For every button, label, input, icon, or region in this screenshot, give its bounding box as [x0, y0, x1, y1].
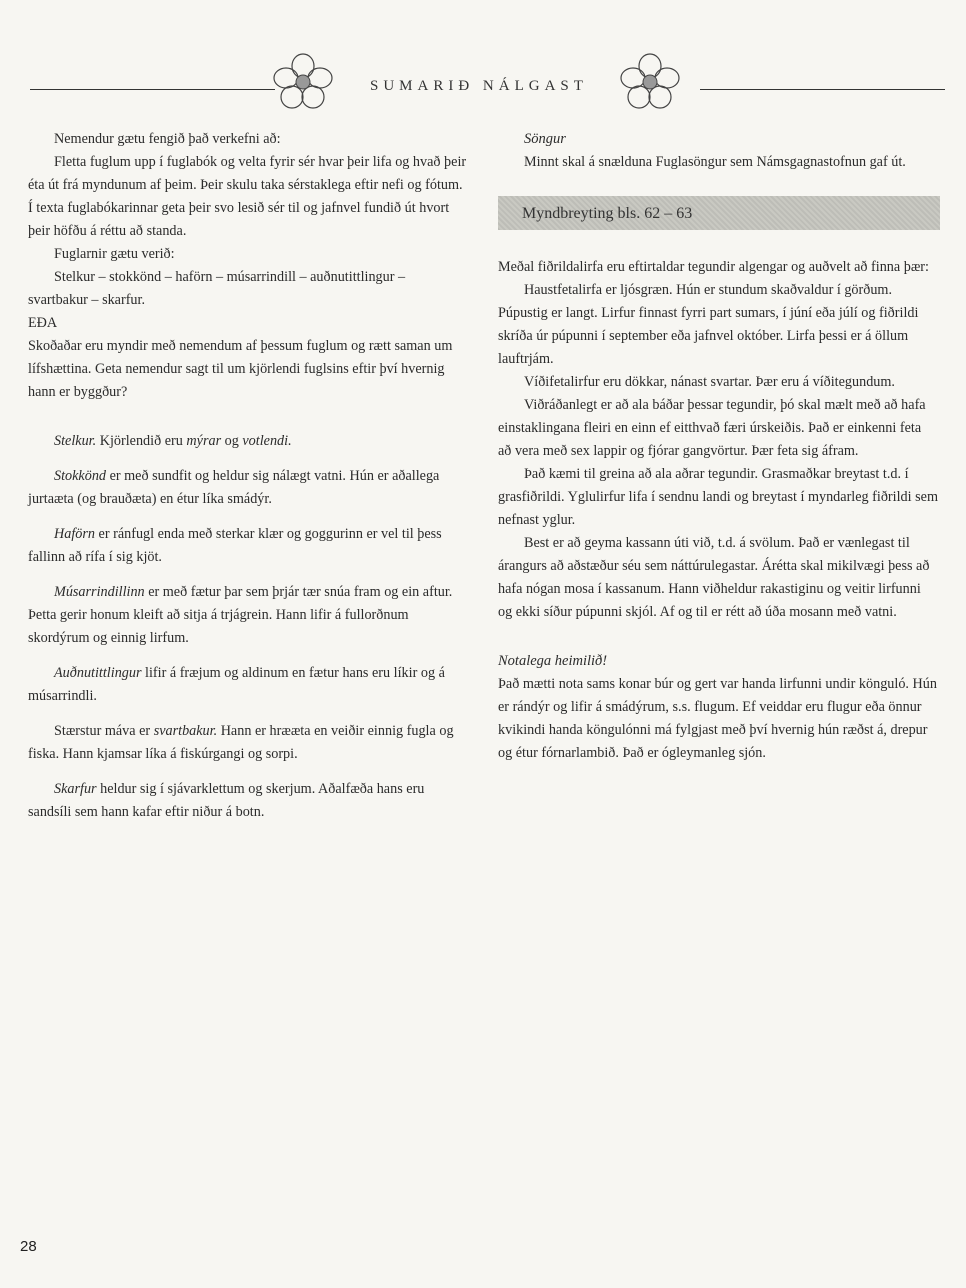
- birds-intro: Fuglarnir gætu verið:: [54, 246, 175, 262]
- bird-paragraph: Auðnutittlingur lifir á fræjum og aldinum en fætur hans eru líkir og á músarrindli.: [28, 665, 445, 704]
- bird-name: Auðnutittlingur: [54, 665, 142, 681]
- home-text: Það mætti nota sams konar búr og gert var handa lirfunni undir könguló. Hún er rándýr og lifir á smádýrum, s.s. flugum. Ef veiddar eru flugur eða önnur kvikindi handa köngulónni má fylgjast með því hvernig hún ræðst á, drepur og étur fórnarlambið. Það er ógleymanleg sjón.: [498, 676, 937, 761]
- home-heading: Notalega heimilið!: [498, 653, 608, 669]
- bird-name: Músarrindillinn: [54, 584, 145, 600]
- bird-paragraph: Músarrindillinn er með fætur þar sem þrjár tær snúa fram og ein aftur. Þetta gerir honum kleift að sitja á trjágrein. Hann lifir á fullorðnum skordýrum og einnig lirfum.: [28, 584, 453, 646]
- flower-icon: [268, 52, 338, 112]
- alt-task-text: Skoðaðar eru myndir með nemendum af þessum fuglum og rætt saman um lífshættina. Geta nemendur sagt til um kjörlendi fuglsins eftir því hvernig hann er byggður?: [28, 338, 453, 400]
- flower-icon: [615, 52, 685, 112]
- bird-name: Skarfur: [54, 781, 97, 797]
- body-paragraph: Haustfetalirfa er ljósgræn. Hún er stundum skaðvaldur í görðum. Púpustig er langt. Lirfur finnast fyrri part sumars, í júní eða júlí og fiðrildi skríða úr púpunni í september eða jafnvel október. Lirfa þessi er á öllum lauftrjám.: [498, 282, 919, 367]
- body-paragraph: Viðráðanlegt er að ala báðar þessar tegundir, þó skal mælt með að hafa einstaklingana fleiri en einn ef eitthvað færi úrskeiðis. Það er einkenni feta að vera með sex lappir og fjórar gangvörtur. Þær feta sig áfram.: [498, 397, 926, 459]
- bird-paragraph: Haförn er ránfugl enda með sterkar klær og goggurinn er vel til þess fallinn að rífa í sig kjöt.: [28, 526, 442, 565]
- header-rule-right: [700, 89, 945, 90]
- bird-name: Stokkönd: [54, 468, 107, 484]
- left-column: [28, 128, 468, 824]
- header-title: SUMARIÐ NÁLGAST: [370, 78, 588, 94]
- banner-title: Myndbreyting bls. 62 – 63: [522, 205, 693, 222]
- right-column: [498, 128, 938, 765]
- header-rule-left: [30, 89, 275, 90]
- bird-name: Haförn: [54, 526, 95, 542]
- page-header: [0, 52, 966, 112]
- task-text: Fletta fuglum upp í fuglabók og velta fyrir sér hvar þeir lifa og hvað þeir éta út frá myndunum af þeim. Þeir skulu taka sérstaklega eftir nefi og fótum. Í texta fuglabókarinnar geta þeir svo lesið sér til og jafnvel fundið út hvort þeir höfðu á réttu að standa.: [28, 154, 467, 239]
- song-heading: Söngur: [524, 131, 566, 147]
- bird-name: svartbakur.: [153, 723, 218, 739]
- body-paragraph: Víðifetalirfur eru dökkar, nánast svartar. Þær eru á víðitegundum.: [524, 374, 895, 390]
- bird-name: Stelkur.: [54, 433, 97, 449]
- page-number: 28: [20, 1238, 37, 1255]
- bird-paragraph: Stokkönd er með sundfit og heldur sig nálægt vatni. Hún er aðallega jurtaæta (og brauðæta) en étur líka smádýr.: [28, 468, 440, 507]
- body-paragraph: Best er að geyma kassann úti við, t.d. á svölum. Það er vænlegast til árangurs að aðstæður séu sem náttúrulegastar. Árétta skal mikilvægi þess að hafa nógan mosa í kassanum. Hann viðheldur rakastiginu og veitir lirfunni og ekki síður púpunni skjól. Af og til er rétt að úða mosann með vatni.: [498, 535, 930, 620]
- intro-text: Nemendur gætu fengið það verkefni að:: [54, 131, 281, 147]
- or-label: EÐA: [28, 315, 58, 331]
- body-paragraph: Meðal fiðrildalirfa eru eftirtaldar tegundir algengar og auðvelt að finna þær:: [498, 259, 929, 275]
- bird-paragraph: Stærstur máva er svartbakur. Hann er hrææta en veiðir einnig fugla og fiska. Hann kjamsar líka á fiskúrgangi og sorpi.: [28, 723, 454, 762]
- bird-paragraph: Stelkur. Kjörlendið eru mýrar og votlendi.: [54, 433, 292, 449]
- body-paragraph: Það kæmi til greina að ala aðrar tegundir. Grasmaðkar breytast t.d. í grasfiðrildi. Yglulirfur lifa í sendnu landi og breytast í myndarleg fiðrildi sem nefnast yglur.: [498, 466, 938, 528]
- song-text: Minnt skal á snælduna Fuglasöngur sem Námsgagnastofnun gaf út.: [524, 154, 906, 170]
- birds-list: Stelkur – stokkönd – haförn – músarrindill – auðnutittlingur – svartbakur – skarfur.: [28, 269, 406, 308]
- bird-paragraph: Skarfur heldur sig í sjávarklettum og skerjum. Aðalfæða hans eru sandsíli sem hann kafar eftir niður á botn.: [28, 781, 425, 820]
- section-banner: [498, 196, 940, 230]
